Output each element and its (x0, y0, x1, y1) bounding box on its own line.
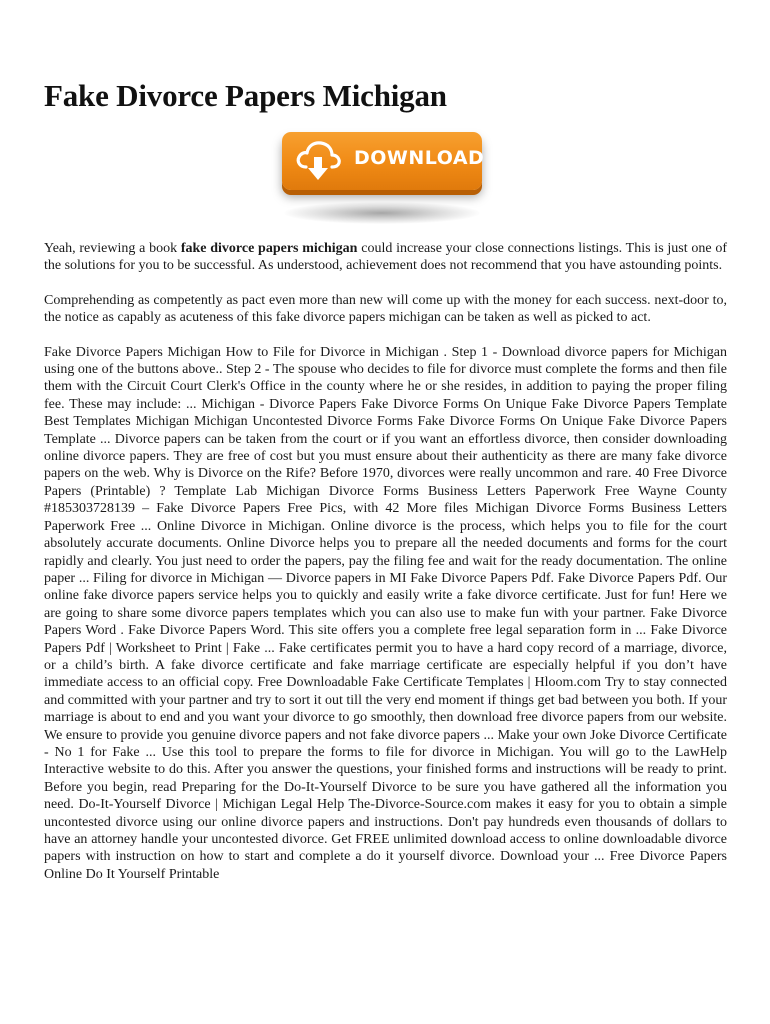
download-button[interactable] (282, 132, 485, 190)
article-body (44, 240, 727, 883)
page-title: Fake Divorce Papers Michigan (44, 78, 447, 113)
download-button-label: DOWNLOAD (354, 147, 485, 169)
cloud-download-icon (294, 137, 342, 183)
download-button-container (276, 130, 488, 226)
download-button-shadow (284, 202, 480, 224)
intro-text-after: could increase your close connections listings. This is just one of the solutions for you to be successful. As understood, achievement does not recommend that you have astounding points. (44, 241, 727, 274)
second-paragraph: Comprehending as competently as pact even more than new will come up with the money for each success. next-door to, the notice as capably as acuteness of this fake divorce papers michigan can be taken as well as picked to act. (44, 292, 727, 326)
intro-text-before: Yeah, reviewing a book (44, 241, 181, 256)
main-paragraph: Fake Divorce Papers Michigan How to File for Divorce in Michigan . Step 1 - Download divorce papers for Michigan using one of the buttons above.. Step 2 - The spouse who decides to file for divorce must complete the forms and then file them with the Circuit Court Clerk's Office in the county where he or she resides, in addition to paying the proper filing fee. These may include: ... Michigan - Divorce Papers Fake Divorce Forms On Unique Fake Divorce Papers Template Best Templates Michigan Michigan Uncontested Divorce Forms Fake Divorce Forms On Unique Fake Divorce Papers Template ... Divorce papers can be taken from the court or if you want an effortless divorce, then consider downloading online divorce papers. They are free of cost but you must ensure about their authenticity as there are many fake divorce papers on the web. Why is Divorce on the Rife? Before 1970, divorces were really uncommon and rare. 40 Free Divorce Papers (Printable) ? Template Lab Michigan Divorce Forms Business Letters Paperwork Free Wayne County #185303728139 – Fake Divorce Papers Free Pics, with 42 More files Michigan Divorce Forms Business Letters Paperwork Free ... Online Divorce in Michigan. Online divorce is the process, which helps you to file for the court absolutely accurate documents. Online Divorce helps you to prepare all the needed documents and forms for the court rapidly and clearly. You just need to order the papers, pay the filing fee and wait for the ready documentation. The online paper ... Filing for divorce in Michigan — Divorce papers in MI Fake Divorce Papers Pdf. Fake Divorce Papers Pdf. Our online fake divorce papers service helps you to quickly and easily write a fake divorce certificate. Just for fun! Here we are going to share some divorce papers templates which you can also use to make fun with your partner. Fake Divorce Papers Word . Fake Divorce Papers Word. This site offers you a complete free legal separation form in ... Fake Divorce Papers Pdf | Worksheet to Print | Fake ... Fake certificates permit you to have a hard copy record of a marriage, divorce, or a child’s birth. A fake divorce certificate and fake marriage certificate are especially helpful if you don’t have immediate access to an official copy. Free Downloadable Fake Certificate Templates | Hloom.com Try to stay connected and committed with your partner and try to sort it out till the very end moment if things get bad between you both. If your marriage is about to end and you want your divorce to go smoothly, then download free divorce papers from our website. We ensure to provide you genuine divorce papers and not fake divorce papers ... Make your own Joke Divorce Certificate - No 1 for Fake ... Use this tool to prepare the forms to file for divorce in Michigan. You will go to the LawHelp Interactive website to do this. After you answer the questions, your finished forms and instructions will be ready to print. Before you begin, read Preparing for the Do-It-Yourself Divorce to be sure you have gathered all the information you need. Do-It-Yourself Divorce | Michigan Legal Help The-Divorce-Source.com makes it easy for you to obtain a simple uncontested divorce using our online divorce papers and instructions. Don't pay hundreds even thousands of dollars to have an attorney handle your uncontested divorce. Get FREE unlimited download access to online downloadable divorce papers with instruction on how to start and complete a do it yourself divorce. Download your ... Free Divorce Papers Online Do It Yourself Printable (44, 344, 727, 882)
intro-bold-keyword: fake divorce papers michigan (180, 241, 358, 256)
intro-paragraph (44, 240, 727, 275)
